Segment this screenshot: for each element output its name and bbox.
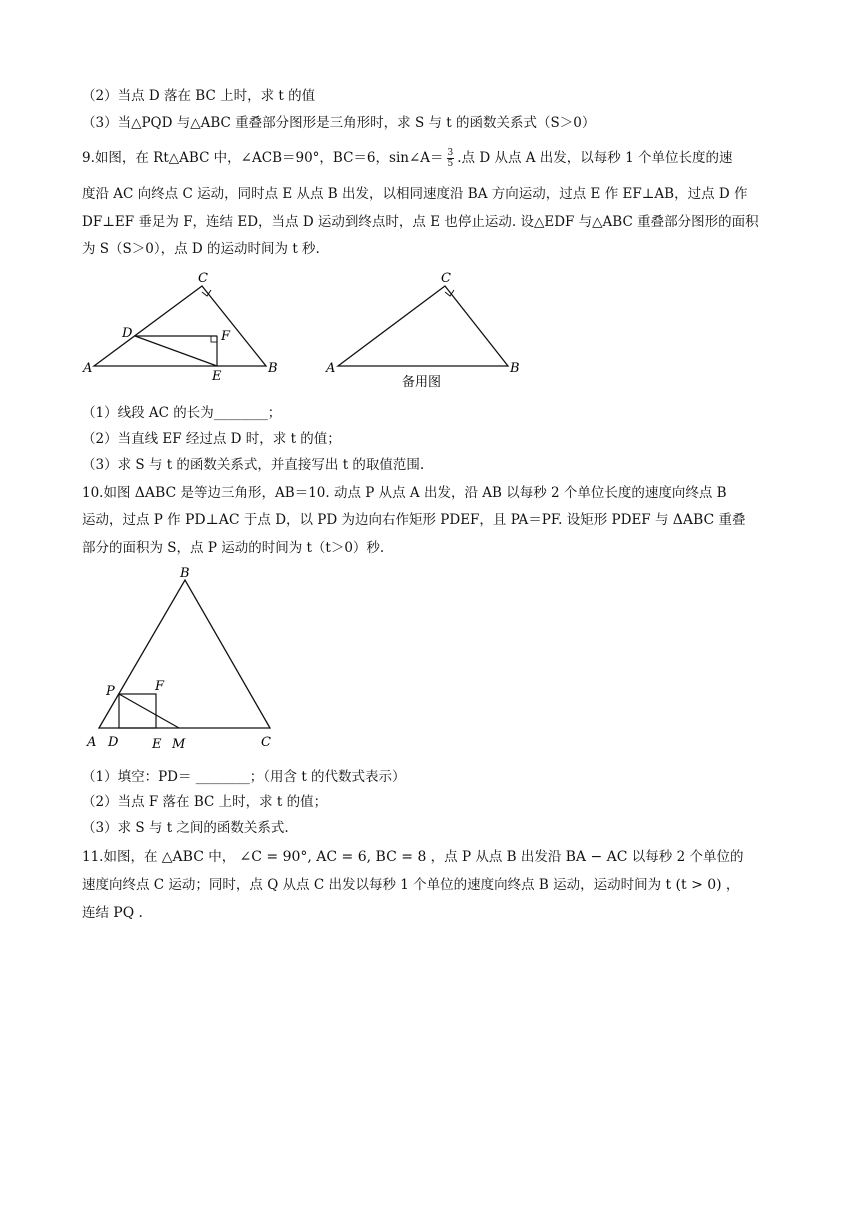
label-b: B [180,566,190,581]
triangle-abc-symbol: △ABC [161,849,204,865]
problem11-intro-text-h: . [134,905,143,921]
label-d: D [108,735,119,750]
problem10-figure [84,562,284,754]
triangle-abc-symbol: ΔABC [134,485,177,501]
problem11-intro-text-b: 中， [203,849,240,865]
label-p: P [106,684,115,699]
label-b: B [268,361,278,376]
label-f: F [155,679,165,694]
spare-label-a: A [326,361,336,376]
problem9-figure-spare [325,271,520,390]
segment-de [135,336,217,366]
problem9-intro-line4: 为 S（S＞0），点 D 的运动时间为 t 秒. [82,241,320,257]
problem11-intro-line3 [82,903,782,923]
problem11-intro-text-c: ，点 P 从点 B 出发沿 [426,849,566,865]
problem11-intro-text-a: 11.如图，在 [82,849,162,865]
problem10-intro-line1 [82,483,782,503]
triangle-abc-symbol-2: ΔABC [672,512,715,528]
problem9-intro-line1 [82,148,782,169]
time-variable: t (t > 0) [665,877,722,893]
problem9-figure-main [82,271,278,384]
segment-pm [119,694,179,728]
problem9-question-2: （2）当直线 EF 经过点 D 时，求 t 的值； [82,431,341,447]
problem11-intro-text-g: 连结 [82,905,114,921]
rectangle-pdef [119,694,156,728]
problem11-intro-line1 [82,847,782,867]
problem9-intro-text-b: .点 D 从点 A 出发，以每秒 1 个单位长度的速 [457,150,733,166]
fraction-numerator: 3 [447,148,454,158]
right-angle-mark-f [211,336,217,342]
label-c: C [261,735,271,750]
problem10-intro-text-d: 于点 D，以 PD 为边向右作矩形 PDEF，且 PA＝PF. 设矩形 PDEF 与 [239,512,673,528]
triangle-abc [94,286,266,366]
spare-label-c: C [441,271,451,286]
problem10-intro-line2 [82,510,782,530]
label-m: M [172,737,186,752]
sin-fraction [447,148,455,169]
problem11-intro-text-e: 速度向终点 C 运动；同时，点 Q 从点 C 出发以每秒 1 个单位的速度向终点 B 运动，运动时间为 [82,877,666,893]
equilateral-triangle-abc [99,580,270,728]
given-conditions: ∠C = 90°, AC = 6, BC = 8 [239,849,427,865]
problem10-question-1: （1）填空：PD＝ ________；（用含 t 的代数式表示） [82,769,406,785]
segment-pq: PQ [113,905,135,921]
perpendicular-expression: PD⊥AC [184,512,240,528]
problem11-intro-text-f: ， [721,877,740,893]
problem10-intro-line3: 部分的面积为 S，点 P 运动的时间为 t（t＞0）秒. [82,540,385,556]
problem10-intro-text-c: 运动，过点 P 作 [82,512,185,528]
label-a: A [83,361,93,376]
problem10-intro-text-a: 10.如图 [82,485,135,501]
path-expression: BA − AC [565,849,628,865]
label-c: C [198,271,208,286]
problem9-figures [80,266,540,390]
label-a: A [87,735,97,750]
problem11-intro-line2 [82,875,782,895]
problem9-intro-line3: DF⊥EF 垂足为 F，连结 ED，当点 D 运动到终点时，点 E 也停止运动. 设△EDF 与△ABC 重叠部分图形的面积 [82,214,759,230]
problem10-intro-text-e: 重叠 [714,512,746,528]
problem9-intro-text-a: 9.如图，在 Rt△ABC 中，∠ACB＝90°，BC＝6，sin∠A＝ [82,150,444,166]
problem10-question-2: （2）当点 F 落在 BC 上时，求 t 的值； [82,794,328,810]
problem9-intro-line2: 度沿 AC 向终点 C 运动，同时点 E 从点 B 出发，以相同速度沿 BA 方向运动，过点 E 作 EF⊥AB，过点 D 作 [82,186,748,202]
label-f: F [221,329,231,344]
label-d: D [122,326,133,341]
fraction-denominator: 5 [447,159,454,169]
problem10-question-3: （3）求 S 与 t 之间的函数关系式. [82,820,289,836]
problem10-intro-text-b: 是等边三角形，AB＝10. 动点 P 从点 A 出发，沿 AB 以每秒 2 个单位长度的速度向终点 B [176,485,727,501]
spare-triangle-abc [338,286,508,366]
spare-figure-caption: 备用图 [402,375,442,390]
problem9-question-3: （3）求 S 与 t 的函数关系式，并直接写出 t 的取值范围. [82,457,425,473]
problem11-intro-text-d: 以每秒 2 个单位的 [627,849,744,865]
problem9-question-1: （1）线段 AC 的长为________； [82,405,282,421]
label-e: E [212,369,222,384]
spare-label-b: B [510,361,520,376]
problem8-question-3: （3）当△PQD 与△ABC 重叠部分图形是三角形时，求 S 与 t 的函数关系式（S＞0） [82,115,596,131]
label-e: E [152,737,162,752]
problem8-question-2: （2）当点 D 落在 BC 上时，求 t 的值 [82,88,316,104]
